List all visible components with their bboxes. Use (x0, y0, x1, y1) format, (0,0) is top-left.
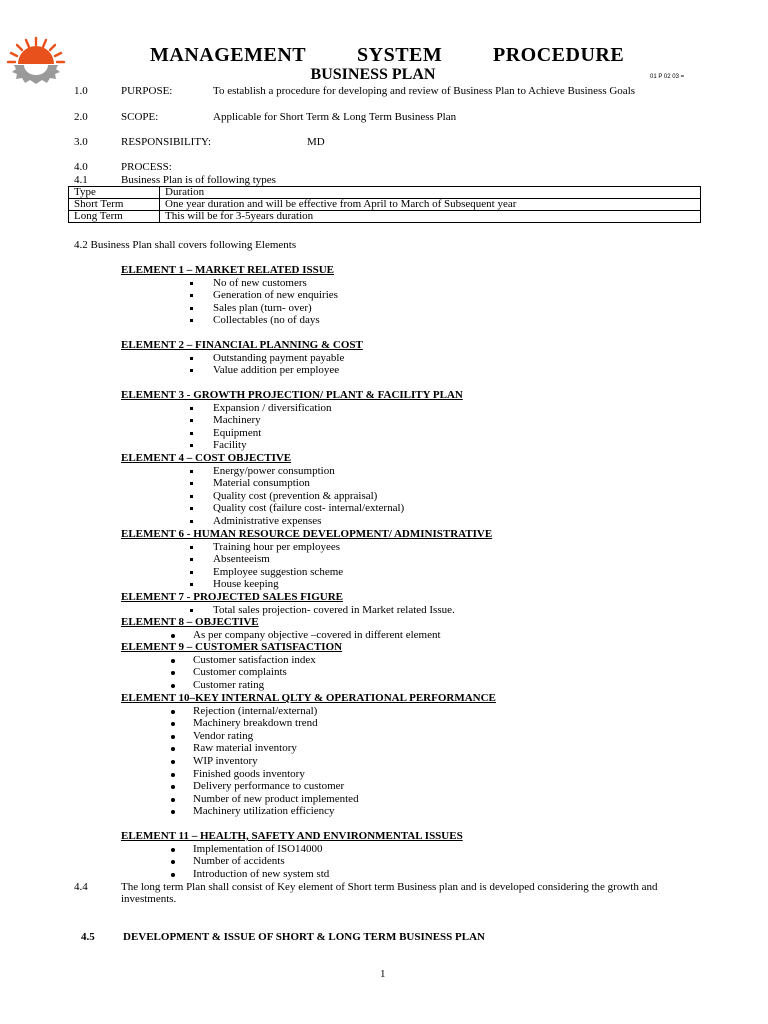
section-text: investments. (121, 893, 177, 905)
plan-types-table (68, 186, 701, 223)
section-text: 4.2 Business Plan shall covers following Elements (74, 239, 297, 251)
list-item: Number of new product implemented (193, 792, 359, 805)
list-item: Number of accidents (193, 855, 285, 868)
bullet-icon (190, 470, 193, 473)
bullet-icon (190, 282, 193, 285)
list-item: Outstanding payment payable (213, 351, 345, 364)
table-row (69, 211, 701, 223)
bullet-icon (171, 785, 175, 789)
element-heading: ELEMENT 4 – COST OBJECTIVE (121, 452, 292, 464)
section-number: 4.1 (74, 174, 88, 186)
list-item: Raw material inventory (193, 742, 297, 755)
bullet-icon (171, 684, 175, 688)
list-item: Sales plan (turn- over) (213, 301, 312, 314)
list-item: Administrative expenses (213, 515, 322, 527)
bullet-icon (190, 609, 193, 612)
bullet-icon (171, 659, 175, 663)
element-heading: ELEMENT 6 - HUMAN RESOURCE DEVELOPMENT/ ADMINISTRATIVE (121, 528, 493, 540)
bullet-icon (190, 546, 193, 549)
list-item: Finished goods inventory (193, 767, 305, 780)
element-heading: ELEMENT 1 – MARKET RELATED ISSUE (121, 264, 335, 276)
page-number: 1 (380, 968, 386, 980)
section-text: The long term Plan shall consist of Key element of Short term Business plan and is developed considering the growth and (121, 881, 658, 893)
element-heading: ELEMENT 8 – OBJECTIVE (121, 616, 259, 628)
bullet-icon (190, 307, 193, 310)
list-item: Equipment (213, 426, 262, 439)
bullet-icon (190, 495, 193, 498)
section-number: 4.0 (74, 161, 88, 173)
bullet-icon (171, 671, 175, 675)
bullet-icon (190, 444, 193, 447)
bullet-icon (171, 848, 175, 852)
table-cell: One year duration and will be effective from April to March of Subsequent year (160, 199, 701, 211)
list-item: WIP inventory (193, 755, 258, 767)
bullet-icon (190, 520, 193, 523)
list-item: Customer satisfaction index (193, 653, 316, 666)
list-item: Absenteeism (213, 553, 270, 566)
bullet-icon (190, 482, 193, 485)
bullet-icon (171, 810, 175, 814)
list-item: Machinery utilization efficiency (193, 805, 335, 818)
section-number: 4.4 (74, 881, 88, 893)
bullet-icon (171, 634, 175, 638)
bullet-icon (190, 432, 193, 435)
list-item: Delivery performance to customer (193, 780, 345, 793)
element-heading: ELEMENT 10–KEY INTERNAL QLTY & OPERATIONAL PERFORMANCE (121, 692, 496, 704)
list-item: Collectables (no of days (213, 314, 320, 327)
list-item: Quality cost (failure cost- internal/external) (213, 502, 405, 515)
bullet-icon (190, 419, 193, 422)
table-cell: This will be for 3-5years duration (160, 211, 701, 223)
list-item: Material consumption (213, 477, 310, 490)
table-header-row (69, 187, 701, 199)
bullet-icon (171, 747, 175, 751)
element-heading: ELEMENT 11 – HEALTH, SAFETY AND ENVIRONMENTAL ISSUES (121, 830, 463, 842)
bullet-icon (190, 507, 193, 510)
document-subtitle: BUSINESS PLAN (310, 66, 436, 83)
section-label: RESPONSIBILITY: (121, 136, 212, 148)
list-item: As per company objective –covered in different element (193, 628, 441, 641)
list-item: Expansion / diversification (213, 401, 332, 414)
list-item: Machinery breakdown trend (193, 717, 318, 730)
list-item: Implementation of ISO14000 (193, 842, 323, 855)
list-item: Introduction of new system std (193, 867, 330, 880)
section-label: PROCESS: (121, 161, 172, 173)
list-item: Customer complaints (193, 666, 287, 679)
bullet-icon (171, 873, 175, 877)
section-number: 4.5 (81, 931, 95, 943)
section-heading: DEVELOPMENT & ISSUE OF SHORT & LONG TERM BUSINESS PLAN (123, 931, 485, 943)
bullet-icon (190, 407, 193, 410)
element-heading: ELEMENT 7 - PROJECTED SALES FIGURE (121, 591, 343, 603)
bullet-icon (190, 319, 193, 322)
bullet-icon (171, 722, 175, 726)
list-item: Customer rating (193, 678, 265, 691)
list-item: Total sales projection- covered in Market related Issue. (213, 603, 455, 616)
section-number: 2.0 (74, 111, 88, 123)
bullet-icon (171, 773, 175, 777)
list-item: No of new customers (213, 276, 307, 289)
section-label: PURPOSE: (121, 85, 173, 97)
bullet-icon (171, 760, 175, 764)
list-item: Training hour per employees (213, 540, 340, 553)
section-label: SCOPE: (121, 111, 159, 123)
list-item: House keeping (213, 578, 279, 591)
table-header-cell: Type (69, 187, 160, 199)
table-cell: Short Term (69, 199, 160, 211)
scope-text: Applicable for Short Term & Long Term Business Plan (213, 111, 457, 123)
title-word-system: SYSTEM (357, 44, 443, 66)
list-item: Machinery (213, 414, 261, 427)
bullet-icon (190, 357, 193, 360)
table-row (69, 199, 701, 211)
table-header-cell: Duration (160, 187, 701, 199)
purpose-text: To establish a procedure for developing and review of Business Plan to Achieve Business Goals (213, 85, 636, 97)
element-heading: ELEMENT 2 – FINANCIAL PLANNING & COST (121, 339, 363, 351)
bullet-icon (190, 558, 193, 561)
responsibility-text: MD (307, 136, 325, 148)
bullet-icon (190, 294, 193, 297)
bullet-icon (171, 710, 175, 714)
element-heading: ELEMENT 3 - GROWTH PROJECTION/ PLANT & FACILITY PLAN (121, 389, 463, 401)
list-item: Rejection (internal/external) (193, 704, 318, 717)
bullet-icon (190, 571, 193, 574)
title-word-management: MANAGEMENT (150, 44, 307, 66)
list-item: Quality cost (prevention & appraisal) (213, 489, 378, 502)
table-cell: Long Term (69, 211, 160, 223)
section-number: 1.0 (74, 85, 88, 97)
bullet-icon (171, 735, 175, 739)
bullet-icon (190, 369, 193, 372)
section-number: 3.0 (74, 136, 88, 148)
bullet-icon (171, 798, 175, 802)
list-item: Employee suggestion scheme (213, 565, 344, 578)
list-item: Facility (213, 439, 247, 452)
list-item: Vendor rating (193, 729, 254, 742)
bullet-icon (171, 860, 175, 864)
bullet-icon (190, 583, 193, 586)
list-item: Generation of new enquiries (213, 289, 338, 302)
element-heading: ELEMENT 9 – CUSTOMER SATISFACTION (121, 641, 343, 653)
list-item: Energy/power consumption (213, 464, 335, 477)
title-word-procedure: PROCEDURE (493, 44, 625, 66)
section-text: Business Plan is of following types (121, 174, 276, 186)
list-item: Value addition per employee (213, 364, 340, 377)
document-number: 01 P 02 03 = (650, 74, 685, 80)
